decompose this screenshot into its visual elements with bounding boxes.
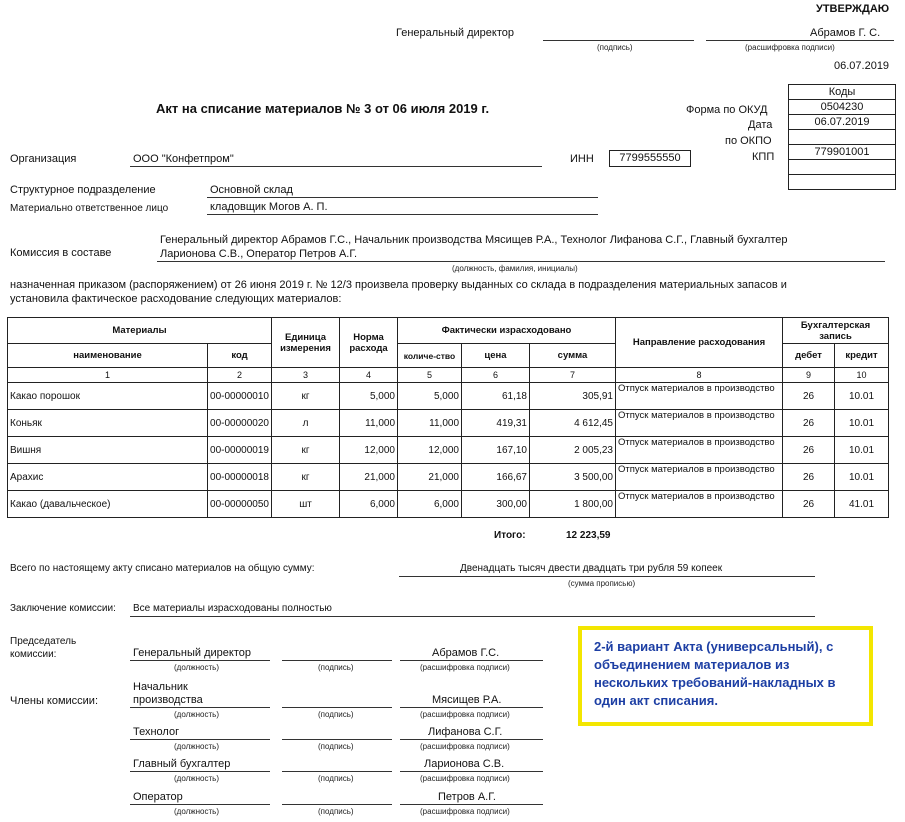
total-words-caption: (сумма прописью) xyxy=(568,579,636,588)
org-value: ООО "Конфетпром" xyxy=(133,153,234,165)
commission-underline xyxy=(157,261,885,262)
kpp-value: 779901001 xyxy=(789,145,896,160)
m4-position: Оператор xyxy=(133,791,183,803)
th-sum: сумма xyxy=(530,344,616,368)
sig-line xyxy=(400,739,543,740)
division-label: Структурное подразделение xyxy=(10,184,156,196)
th-direction: Направление расходования xyxy=(616,318,783,368)
m3-position: Главный бухгалтер xyxy=(133,758,231,770)
decode-caption: (расшифровка подписи) xyxy=(420,807,510,816)
th-code: код xyxy=(208,344,272,368)
th-norm: Норма расхода xyxy=(340,318,398,368)
cell-direction: Отпуск материалов в производство xyxy=(616,410,783,437)
total-words-line xyxy=(399,576,815,577)
cell-debit: 26 xyxy=(783,491,835,518)
division-value: Основной склад xyxy=(210,184,293,196)
pos-caption: (должность) xyxy=(174,663,219,672)
cell-unit: шт xyxy=(272,491,340,518)
cell-code: 00-00000050 xyxy=(208,491,272,518)
table-row xyxy=(8,437,889,464)
codes-header: Коды xyxy=(789,85,896,100)
okud-value: 0504230 xyxy=(789,100,896,115)
sign-caption: (подпись) xyxy=(318,742,354,751)
cell-sum: 4 612,45 xyxy=(530,410,616,437)
inn-label: ИНН xyxy=(570,153,594,165)
cell-sum: 2 005,23 xyxy=(530,437,616,464)
cell-credit: 10.01 xyxy=(835,437,889,464)
cell-direction: Отпуск материалов в производство xyxy=(616,437,783,464)
cell-name: Какао (давальческое) xyxy=(8,491,208,518)
sig-line xyxy=(400,804,543,805)
th-debit: дебет xyxy=(783,344,835,368)
cell-unit: кг xyxy=(272,464,340,491)
chair-label-2: комиссии: xyxy=(10,649,57,660)
cell-debit: 26 xyxy=(783,383,835,410)
sign-caption: (подпись) xyxy=(318,710,354,719)
table-row xyxy=(8,464,889,491)
cell-norm: 5,000 xyxy=(340,383,398,410)
cell-price: 300,00 xyxy=(462,491,530,518)
sig-line xyxy=(282,660,392,661)
colnum: 6 xyxy=(462,368,530,383)
colnum: 1 xyxy=(8,368,208,383)
cell-debit: 26 xyxy=(783,410,835,437)
colnum: 7 xyxy=(530,368,616,383)
cell-sum: 1 800,00 xyxy=(530,491,616,518)
cell-norm: 12,000 xyxy=(340,437,398,464)
sig-line xyxy=(282,804,392,805)
chair-label-1: Председатель xyxy=(10,636,77,647)
codes-table xyxy=(788,84,896,190)
division-line xyxy=(207,197,598,198)
intro-line2: установила фактическое расходование следующих материалов: xyxy=(10,293,342,305)
kpp-label: КПП xyxy=(752,151,775,163)
cell-qty: 5,000 xyxy=(398,383,462,410)
cell-code: 00-00000020 xyxy=(208,410,272,437)
th-materials: Материалы xyxy=(8,318,272,344)
cell-code: 00-00000018 xyxy=(208,464,272,491)
sig-line xyxy=(130,804,270,805)
table-row xyxy=(8,410,889,437)
colnum: 8 xyxy=(616,368,783,383)
cell-price: 419,31 xyxy=(462,410,530,437)
m3-name: Ларионова С.В. xyxy=(424,758,505,770)
sig-line xyxy=(282,771,392,772)
okud-label: Форма по ОКУД xyxy=(686,104,768,116)
conclusion-line xyxy=(130,616,815,617)
pos-caption: (должность) xyxy=(174,742,219,751)
cell-unit: л xyxy=(272,410,340,437)
m4-name: Петров А.Г. xyxy=(438,791,496,803)
table-row xyxy=(8,383,889,410)
sig-line xyxy=(282,707,392,708)
cell-sum: 305,91 xyxy=(530,383,616,410)
th-unit: Единица измерения xyxy=(272,318,340,368)
cell-sum: 3 500,00 xyxy=(530,464,616,491)
decode-caption: (расшифровка подписи) xyxy=(420,742,510,751)
approve-name-line xyxy=(706,40,894,41)
sig-line xyxy=(400,771,543,772)
cell-direction: Отпуск материалов в производство xyxy=(616,491,783,518)
sign-caption: (подпись) xyxy=(318,807,354,816)
cell-qty: 12,000 xyxy=(398,437,462,464)
colnum: 10 xyxy=(835,368,889,383)
colnum: 9 xyxy=(783,368,835,383)
cell-credit: 10.01 xyxy=(835,383,889,410)
decode-caption: (расшифровка подписи) xyxy=(420,774,510,783)
okpo-value xyxy=(789,130,896,145)
approve-sign-caption: (подпись) xyxy=(597,43,633,52)
date-value: 06.07.2019 xyxy=(789,115,896,130)
approve-date: 06.07.2019 xyxy=(834,60,890,72)
cell-credit: 10.01 xyxy=(835,464,889,491)
intro-line1: назначенная приказом (распоряжением) от 26 июня 2019 г. № 12/3 произвела проверку выданных со склада в подразделения материальных запасов и xyxy=(10,279,787,291)
sign-caption: (подпись) xyxy=(318,663,354,672)
m2-name: Лифанова С.Г. xyxy=(428,726,503,738)
m1-name: Мясищев Р.А. xyxy=(432,694,502,706)
colnum: 3 xyxy=(272,368,340,383)
cell-direction: Отпуск материалов в производство xyxy=(616,383,783,410)
cell-unit: кг xyxy=(272,437,340,464)
cell-name: Вишня xyxy=(8,437,208,464)
mol-value: кладовщик Могов А. П. xyxy=(210,201,328,213)
chair-name: Абрамов Г.С. xyxy=(432,647,500,659)
th-actual: Фактически израсходовано xyxy=(398,318,616,344)
approve-sign-line xyxy=(543,40,694,41)
cell-qty: 21,000 xyxy=(398,464,462,491)
decode-caption: (расшифровка подписи) xyxy=(420,663,510,672)
commission-line2: Ларионова С.В., Оператор Петров А.Г. xyxy=(160,248,358,260)
th-account: Бухгалтерская запись xyxy=(783,318,889,344)
cell-code: 00-00000019 xyxy=(208,437,272,464)
total-words-value: Двенадцать тысяч двести двадцать три рубля 59 копеек xyxy=(460,563,723,574)
commission-line1: Генеральный директор Абрамов Г.С., Начальник производства Мясищев Р.А., Технолог Лифанова С.Г., Главный бухгалтер xyxy=(160,234,788,246)
commission-label: Комиссия в составе xyxy=(10,247,112,259)
cell-name: Какао порошок xyxy=(8,383,208,410)
th-credit: кредит xyxy=(835,344,889,368)
codes-empty-2 xyxy=(789,175,896,190)
members-label: Члены комиссии: xyxy=(10,695,99,707)
okpo-label: по ОКПО xyxy=(725,135,772,147)
decode-caption: (расшифровка подписи) xyxy=(420,710,510,719)
cell-debit: 26 xyxy=(783,464,835,491)
th-price: цена xyxy=(462,344,530,368)
cell-qty: 11,000 xyxy=(398,410,462,437)
cell-norm: 11,000 xyxy=(340,410,398,437)
org-label: Организация xyxy=(10,153,77,165)
cell-credit: 41.01 xyxy=(835,491,889,518)
mol-line xyxy=(207,214,598,215)
cell-direction: Отпуск материалов в производство xyxy=(616,464,783,491)
cell-norm: 6,000 xyxy=(340,491,398,518)
cell-norm: 21,000 xyxy=(340,464,398,491)
mol-label: Материально ответственное лицо xyxy=(10,203,169,214)
date-label: Дата xyxy=(748,119,773,131)
cell-price: 61,18 xyxy=(462,383,530,410)
m2-position: Технолог xyxy=(133,726,180,738)
total-value: 12 223,59 xyxy=(566,530,611,541)
sig-line xyxy=(282,739,392,740)
inn-value: 7799555550 xyxy=(609,150,691,167)
cell-unit: кг xyxy=(272,383,340,410)
cell-name: Арахис xyxy=(8,464,208,491)
approve-name: Абрамов Г. С. xyxy=(810,27,881,39)
pos-caption: (должность) xyxy=(174,710,219,719)
pos-caption: (должность) xyxy=(174,807,219,816)
cell-debit: 26 xyxy=(783,437,835,464)
sig-line xyxy=(130,739,270,740)
org-line xyxy=(130,166,542,167)
sig-line xyxy=(400,707,543,708)
materials-table xyxy=(7,317,889,518)
sign-caption: (подпись) xyxy=(318,774,354,783)
sig-line xyxy=(400,660,543,661)
m1-position-1: Начальник xyxy=(133,681,188,693)
total-words-label: Всего по настоящему акту списано материалов на общую сумму: xyxy=(10,563,315,574)
th-name: наименование xyxy=(8,344,208,368)
cell-credit: 10.01 xyxy=(835,410,889,437)
codes-empty-1 xyxy=(789,160,896,175)
cell-price: 167,10 xyxy=(462,437,530,464)
colnum: 4 xyxy=(340,368,398,383)
chair-position: Генеральный директор xyxy=(133,647,251,659)
conclusion-label: Заключение комиссии: xyxy=(10,603,116,614)
th-qty: количе-ство xyxy=(398,344,462,368)
commission-caption: (должность, фамилия, инициалы) xyxy=(452,264,578,273)
m1-position-2: производства xyxy=(133,694,203,706)
act-title: Акт на списание материалов № 3 от 06 июля 2019 г. xyxy=(156,101,490,116)
sig-line xyxy=(130,771,270,772)
cell-price: 166,67 xyxy=(462,464,530,491)
colnum: 5 xyxy=(398,368,462,383)
colnum: 2 xyxy=(208,368,272,383)
cell-qty: 6,000 xyxy=(398,491,462,518)
approve-title: УТВЕРЖДАЮ xyxy=(816,3,890,15)
table-row xyxy=(8,491,889,518)
sig-line xyxy=(130,660,270,661)
total-label: Итого: xyxy=(494,530,526,541)
approve-decode-caption: (расшифровка подписи) xyxy=(745,43,835,52)
annotation-note: 2-й вариант Акта (универсальный), с объединением материалов из нескольких требований-накладных в один акт списания. xyxy=(578,626,873,726)
cell-name: Коньяк xyxy=(8,410,208,437)
sig-line xyxy=(130,707,270,708)
conclusion-value: Все материалы израсходованы полностью xyxy=(133,603,332,614)
approve-position: Генеральный директор xyxy=(396,27,514,39)
pos-caption: (должность) xyxy=(174,774,219,783)
cell-code: 00-00000010 xyxy=(208,383,272,410)
